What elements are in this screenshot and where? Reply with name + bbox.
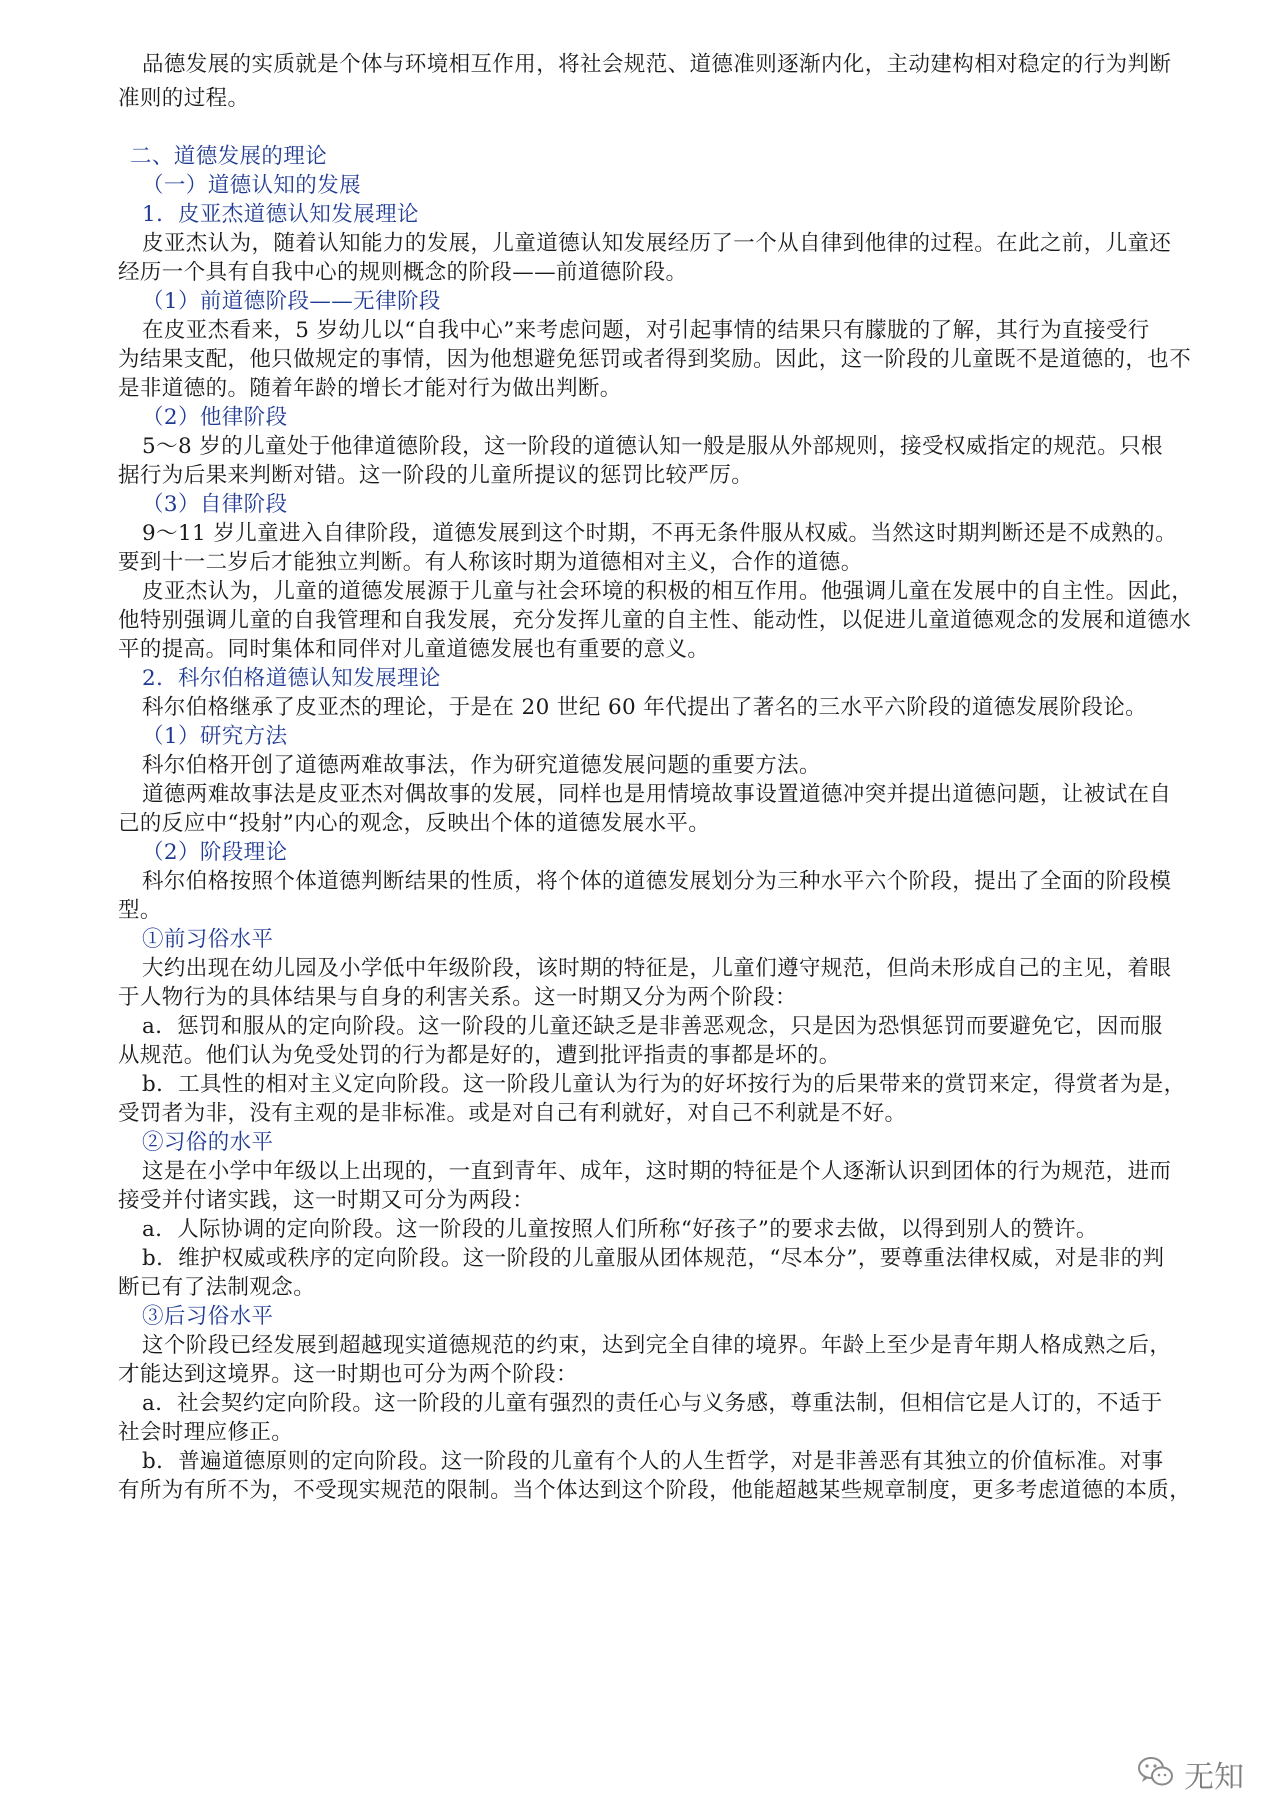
text-line: 为结果支配，他只做规定的事情，因为他想避免惩罚或者得到奖励。因此，这一阶段的儿童既不是道德的，也不 [118,347,1192,372]
text-line: 型。 [118,898,162,923]
text-line: 经历一个具有自我中心的规则概念的阶段——前道德阶段。 [118,260,688,285]
text-line: a．社会契约定向阶段。这一阶段的儿童有强烈的责任心与义务感，尊重法制，但相信它是人订的，不适于 [142,1391,1163,1416]
text-line: 这个阶段已经发展到超越现实道德规范的约束，达到完全自律的境界。年龄上至少是青年期人格成熟之后， [142,1333,1172,1358]
text-line: 接受并付诸实践，这一时期又可分为两段： [118,1188,535,1213]
section-title: 二、道德发展的理论 [130,144,328,169]
text-line: 皮亚杰认为，随着认知能力的发展，儿童道德认知发展经历了一个从自律到他律的过程。在此之前，儿童还 [142,231,1172,256]
theory-heading: （2）阶段理论 [142,840,288,865]
text-line: 平的提高。同时集体和同伴对儿童道德发展也有重要的意义。 [118,637,710,662]
text-line: b．工具性的相对主义定向阶段。这一阶段儿童认为行为的好坏按行为的后果带来的赏罚来定，得赏者为是， [142,1072,1186,1097]
text-line: 科尔伯格继承了皮亚杰的理论，于是在 20 世纪 60 年代提出了著名的三水平六阶段的道德发展阶段论。 [142,695,1148,720]
stage2-heading: （2）他律阶段 [142,405,288,430]
text-line: 这是在小学中年级以上出现的，一直到青年、成年，这时期的特征是个人逐渐认识到团体的行为规范，进而 [142,1159,1172,1184]
text-line: 5～8 岁的儿童处于他律道德阶段，这一阶段的道德认知一般是服从外部规则，接受权威指定的规范。只根 [142,434,1163,459]
text-line: 道德两难故事法是皮亚杰对偶故事的发展，同样也是用情境故事设置道德冲突并提出道德问题，让被试在自 [142,782,1172,807]
text-line: b．普遍道德原则的定向阶段。这一阶段的儿童有个人的人生哲学，对是非善恶有其独立的价值标准。对事 [142,1449,1164,1474]
text-line: b．维护权威或秩序的定向阶段。这一阶段的儿童服从团体规范，“尽本分”，要尊重法律权威，对是非的判 [142,1246,1165,1271]
wechat-icon [1136,1755,1176,1793]
text-line: 有所为有所不为，不受现实规范的限制。当个体达到这个阶段，他能超越某些规章制度，更多考虑道德的本质， [118,1478,1192,1503]
watermark [1136,1752,1244,1796]
text-line: 大约出现在幼儿园及小学低中年级阶段，该时期的特征是，儿童们遵守规范，但尚未形成自己的主见，着眼 [142,956,1172,981]
text-line: 是非道德的。随着年龄的增长才能对行为做出判断。 [118,376,622,401]
text-line: 才能达到这境界。这一时期也可分为两个阶段： [118,1362,578,1387]
text-line: 断已有了法制观念。 [118,1275,316,1300]
text-line: 科尔伯格开创了道德两难故事法，作为研究道德发展问题的重要方法。 [142,753,821,778]
text-line: a．人际协调的定向阶段。这一阶段的儿童按照人们所称“好孩子”的要求去做，以得到别人的赞许。 [142,1217,1098,1242]
level2-heading: ②习俗的水平 [142,1130,274,1155]
text-line: 准则的过程。 [118,86,250,111]
text-line: 社会时理应修正。 [118,1420,294,1445]
method-heading: （1）研究方法 [142,724,288,749]
text-line: 要到十一二岁后才能独立判断。有人称该时期为道德相对主义，合作的道德。 [118,550,863,575]
text-line: 皮亚杰认为，儿童的道德发展源于儿童与社会环境的积极的相互作用。他强调儿童在发展中的自主性。因此， [142,579,1194,604]
subsection-title: （一）道德认知的发展 [142,173,362,198]
text-line: 科尔伯格按照个体道德判断结果的性质，将个体的道德发展划分为三种水平六个阶段，提出了全面的阶段模 [142,869,1172,894]
text-line: 受罚者为非，没有主观的是非标准。或是对自己有利就好，对自己不利就是不好。 [118,1101,907,1126]
level1-heading: ①前习俗水平 [142,927,274,952]
stage3-heading: （3）自律阶段 [142,492,288,517]
watermark-label: 无知 [1184,1760,1244,1795]
text-line: 品德发展的实质就是个体与环境相互作用，将社会规范、道德准则逐渐内化，主动建构相对稳定的行为判断 [142,52,1172,77]
level3-heading: ③后习俗水平 [142,1304,274,1329]
text-line: 他特别强调儿童的自我管理和自我发展，充分发挥儿童的自主性、能动性，以促进儿童道德观念的发展和道德水 [118,608,1192,633]
text-line: 在皮亚杰看来，5 岁幼儿以“自我中心”来考虑问题，对引起事情的结果只有朦胧的了解，其行为直接受行 [142,318,1150,343]
piaget-heading: 1．皮亚杰道德认知发展理论 [142,202,419,227]
text-line: 己的反应中“投射”内心的观念，反映出个体的道德发展水平。 [118,811,711,836]
text-line: 于人物行为的具体结果与自身的利害关系。这一时期又分为两个阶段： [118,985,797,1010]
stage1-heading: （1）前道德阶段——无律阶段 [142,289,441,314]
text-line: a．惩罚和服从的定向阶段。这一阶段的儿童还缺乏是非善恶观念，只是因为恐惧惩罚而要避免它，因而服 [142,1014,1163,1039]
text-line: 9～11 岁儿童进入自律阶段，道德发展到这个时期，不再无条件服从权威。当然这时期判断还是不成熟的。 [142,521,1177,546]
text-line: 从规范。他们认为免受处罚的行为都是好的，遭到批评指责的事都是坏的。 [118,1043,841,1068]
kohlberg-heading: 2．科尔伯格道德认知发展理论 [142,666,441,691]
text-line: 据行为后果来判断对错。这一阶段的儿童所提议的惩罚比较严厉。 [118,463,754,488]
